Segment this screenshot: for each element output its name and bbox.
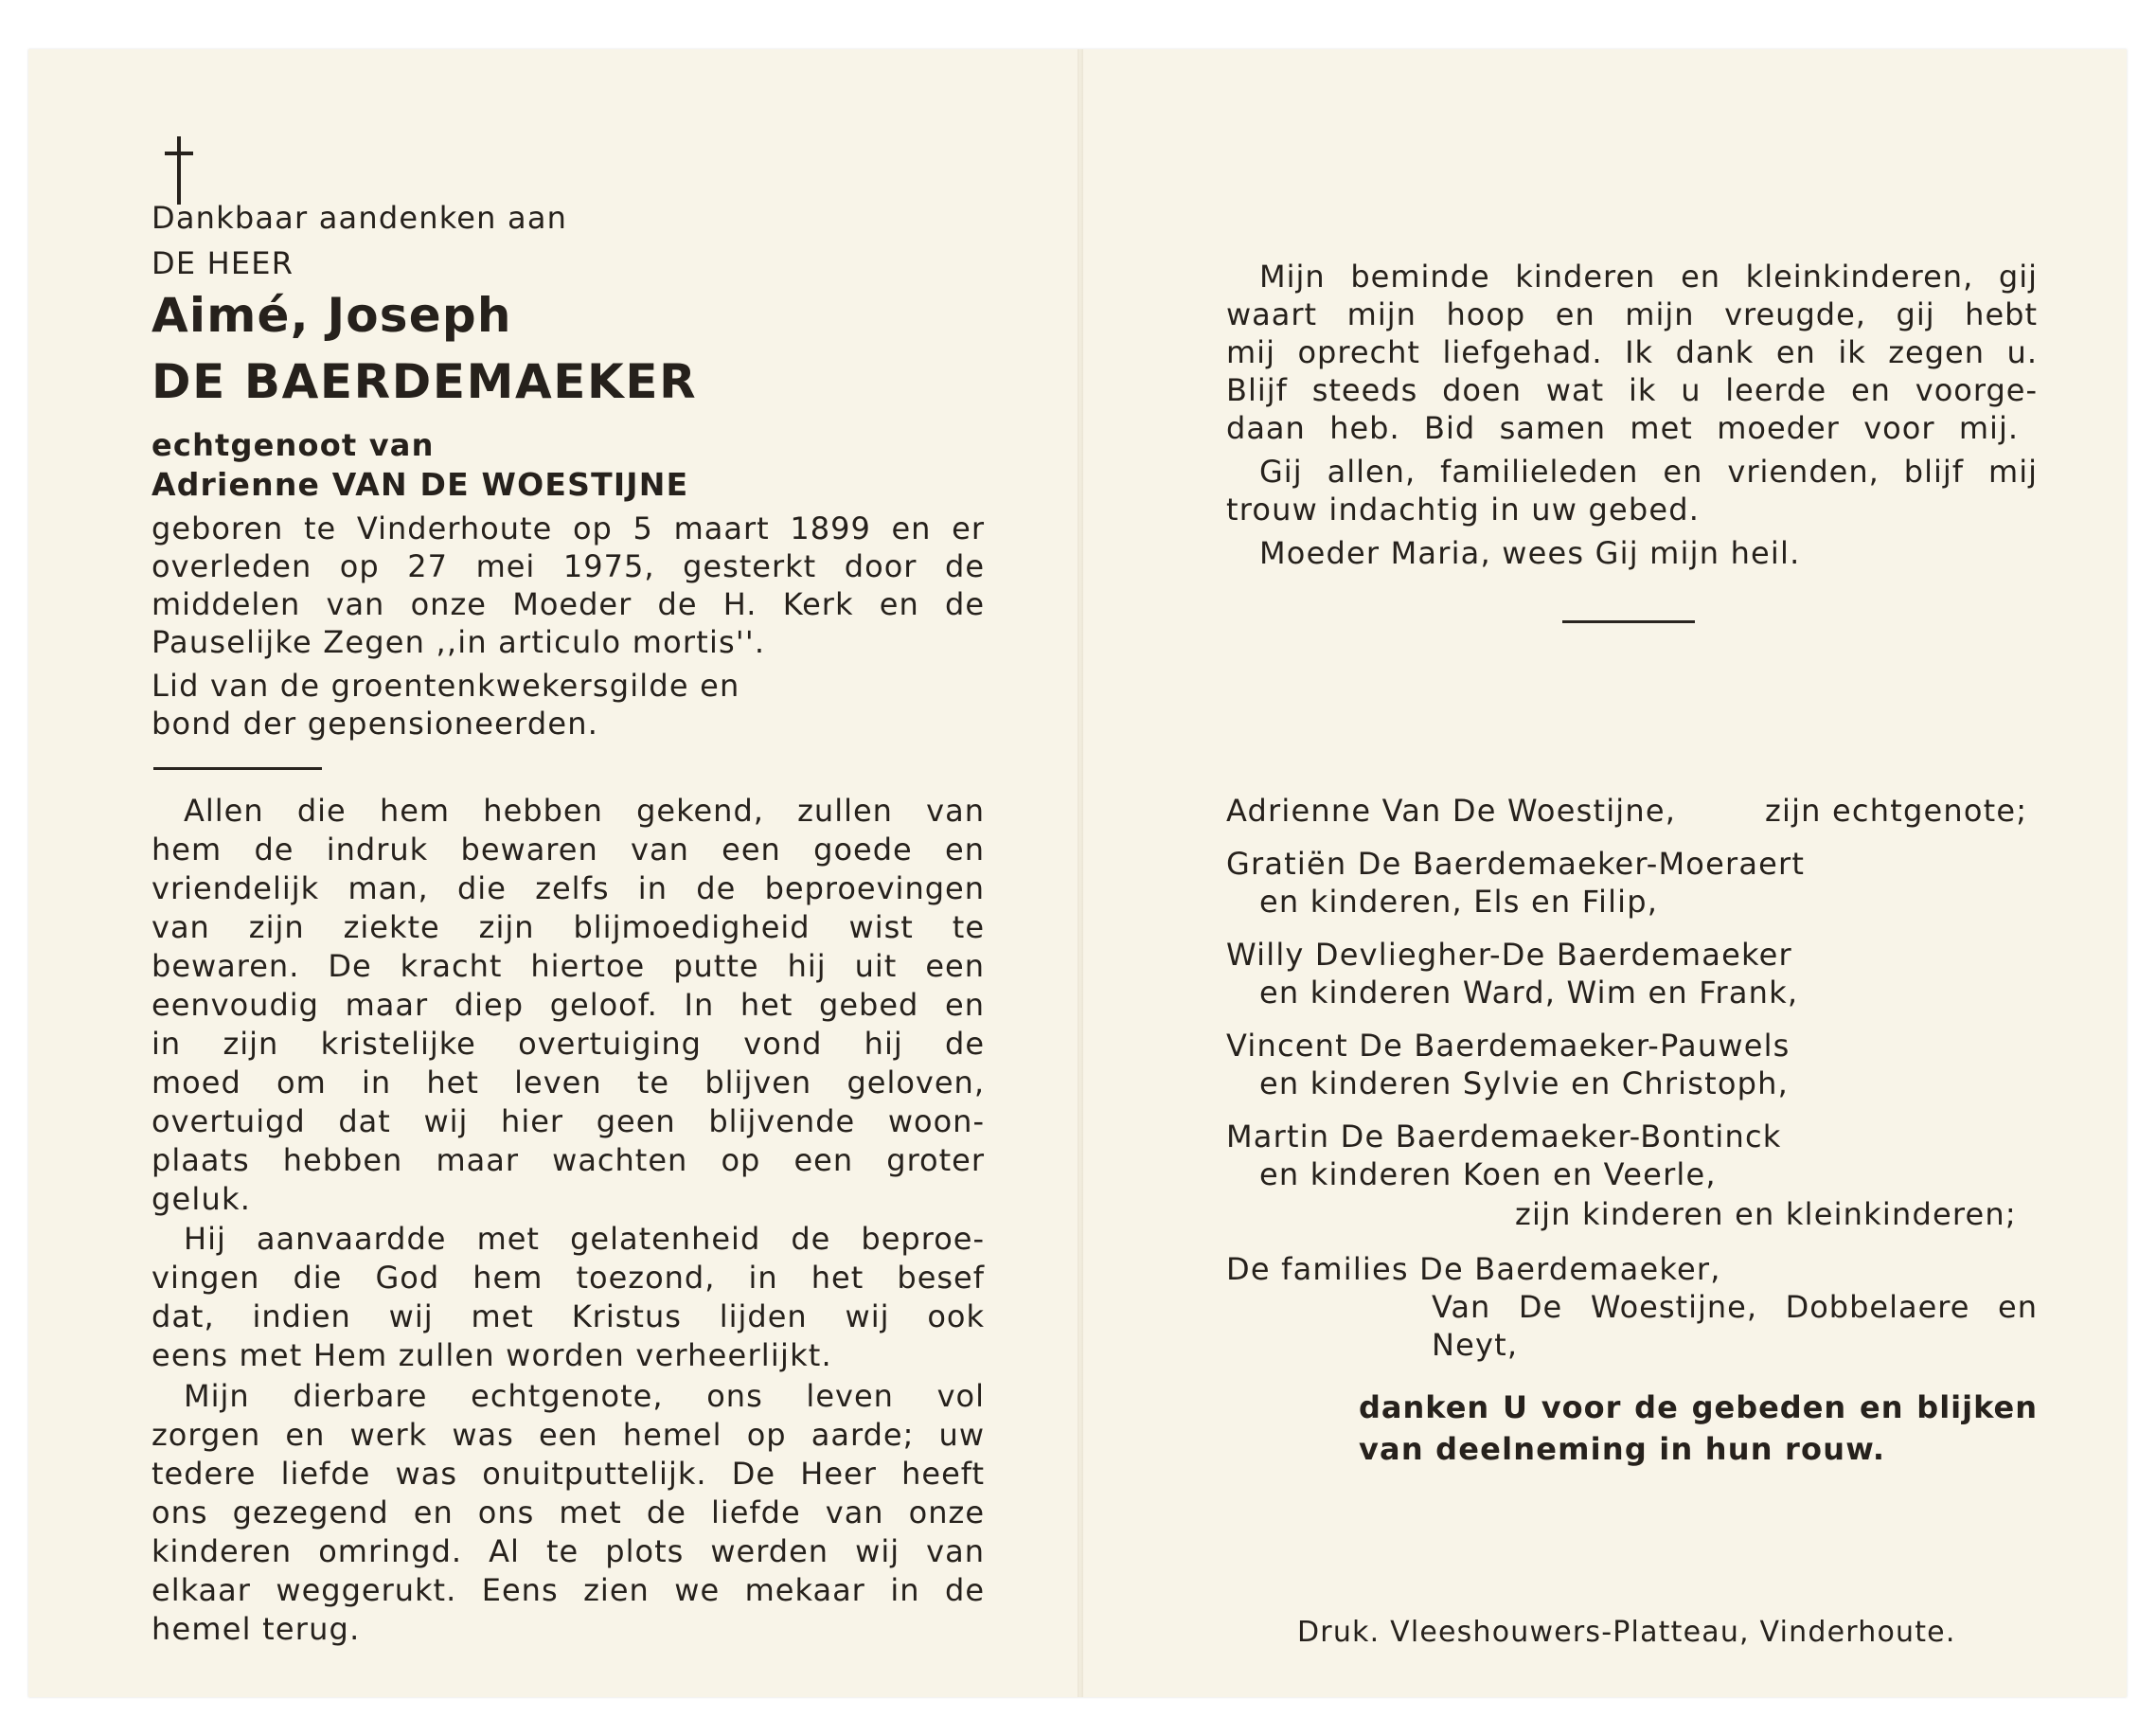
intro-text: Dankbaar aandenken aan (151, 200, 568, 236)
text-line: bewaren. De kracht hiertoe putte hij uit een (151, 948, 985, 984)
text-line: vriendelijk man, die zelfs in de beproevingen (151, 870, 985, 906)
child-family: en kinderen Sylvie en Christoph, (1259, 1065, 1790, 1101)
children-role: zijn kinderen en kleinkinderen; (1515, 1196, 2017, 1232)
bio-line: overleden op 27 mei 1975, gesterkt door de (151, 548, 985, 584)
families-line: Van De Woestijne, Dobbelaere en (1432, 1289, 2038, 1325)
text-line: waart mijn hoop en mijn vreugde, gij hebt (1226, 296, 2038, 332)
text-line: geluk. (151, 1181, 252, 1217)
divider (1562, 620, 1695, 623)
text-line: Moeder Maria, wees Gij mijn heil. (1259, 535, 1801, 571)
wife-role: zijn echtgenote; (1765, 793, 2028, 829)
text-line: hem de indruk bewaren van een goede en (151, 832, 985, 868)
printer-credit: Druk. Vleeshouwers-Platteau, Vinderhoute. (1297, 1616, 1956, 1649)
text-line: trouw indachtig in uw gebed. (1226, 492, 1701, 528)
member-line: bond der gepensioneerden. (151, 706, 599, 742)
member-line: Lid van de groentenkwekersgilde en (151, 668, 740, 704)
text-line: elkaar weggerukt. Eens zien we mekaar in de (151, 1572, 985, 1608)
text-line: van zijn ziekte zijn blijmoedigheid wist te (151, 909, 985, 945)
memorial-card (28, 49, 2127, 1697)
families-line: De families De Baerdemaeker, (1226, 1251, 1721, 1287)
text-line: Gij allen, familieleden en vrienden, blijf mij (1259, 454, 2038, 490)
text-line: plaats hebben maar wachten op een groter (151, 1142, 985, 1178)
bio-line: middelen van onze Moeder de H. Kerk en de (151, 586, 985, 622)
text-line: moed om in het leven te blijven geloven, (151, 1065, 985, 1101)
cross-icon (151, 136, 208, 205)
child-name: Martin De Baerdemaeker-Bontinck (1226, 1118, 1782, 1154)
text-line: dat, indien wij met Kristus lijden wij ook (151, 1298, 985, 1334)
text-line: zorgen en werk was een hemel op aarde; uw (151, 1417, 985, 1453)
text-line: kinderen omringd. Al te plots werden wij van (151, 1533, 985, 1569)
text-line: Mijn dierbare echtgenote, ons leven vol (184, 1378, 985, 1414)
child-name: Vincent De Baerdemaeker-Pauwels (1226, 1028, 1791, 1064)
surname: DE BAERDEMAEKER (151, 354, 698, 409)
bio-line: Pauselijke Zegen ,,in articulo mortis''. (151, 624, 766, 660)
left-panel (28, 49, 1079, 1697)
thanks-line: van deelneming in hun rouw. (1359, 1431, 1886, 1467)
child-family: en kinderen Ward, Wim en Frank, (1259, 975, 1799, 1011)
text-line: Mijn beminde kinderen en kleinkinderen, gij (1259, 259, 2038, 295)
child-name: Willy Devliegher-De Baerdemaeker (1226, 937, 1792, 973)
text-line: eenvoudig maar diep geloof. In het gebed en (151, 987, 985, 1023)
thanks-line: danken U voor de gebeden en blijken (1359, 1389, 2038, 1425)
text-line: daan heb. Bid samen met moeder voor mij. (1226, 410, 2019, 446)
child-family: en kinderen Koen en Veerle, (1259, 1156, 1717, 1192)
text-line: ons gezegend en ons met de liefde van onze (151, 1494, 985, 1530)
text-line: tedere liefde was onuitputtelijk. De Heer heeft (151, 1456, 985, 1492)
spouse-intro: echtgenoot van (151, 427, 435, 463)
divider (153, 767, 322, 770)
text-line: eens met Hem zullen worden verheerlijkt. (151, 1337, 832, 1373)
child-name: Gratiën De Baerdemaeker-Moeraert (1226, 846, 1806, 882)
text-line: Allen die hem hebben gekend, zullen van (184, 793, 985, 829)
title-text: DE HEER (151, 245, 294, 281)
bio-line: geboren te Vinderhoute op 5 maart 1899 en er (151, 510, 985, 546)
right-panel (1079, 49, 2127, 1697)
text-line: Hij aanvaardde met gelatenheid de beproe- (184, 1221, 985, 1257)
text-line: vingen die God hem toezond, in het besef (151, 1260, 985, 1296)
child-family: en kinderen, Els en Filip, (1259, 884, 1659, 920)
families-line: Neyt, (1432, 1327, 1519, 1363)
first-names: Aimé, Joseph (151, 288, 512, 343)
text-line: in zijn kristelijke overtuiging vond hij de (151, 1026, 985, 1062)
wife-name: Adrienne Van De Woestijne, (1226, 793, 1677, 829)
text-line: Blijf steeds doen wat ik u leerde en voorge- (1226, 372, 2038, 408)
text-line: overtuigd dat wij hier geen blijvende woon- (151, 1103, 985, 1139)
text-line: hemel terug. (151, 1611, 361, 1647)
spouse-name: Adrienne VAN DE WOESTIJNE (151, 466, 689, 503)
text-line: mij oprecht liefgehad. Ik dank en ik zegen u. (1226, 334, 2038, 370)
